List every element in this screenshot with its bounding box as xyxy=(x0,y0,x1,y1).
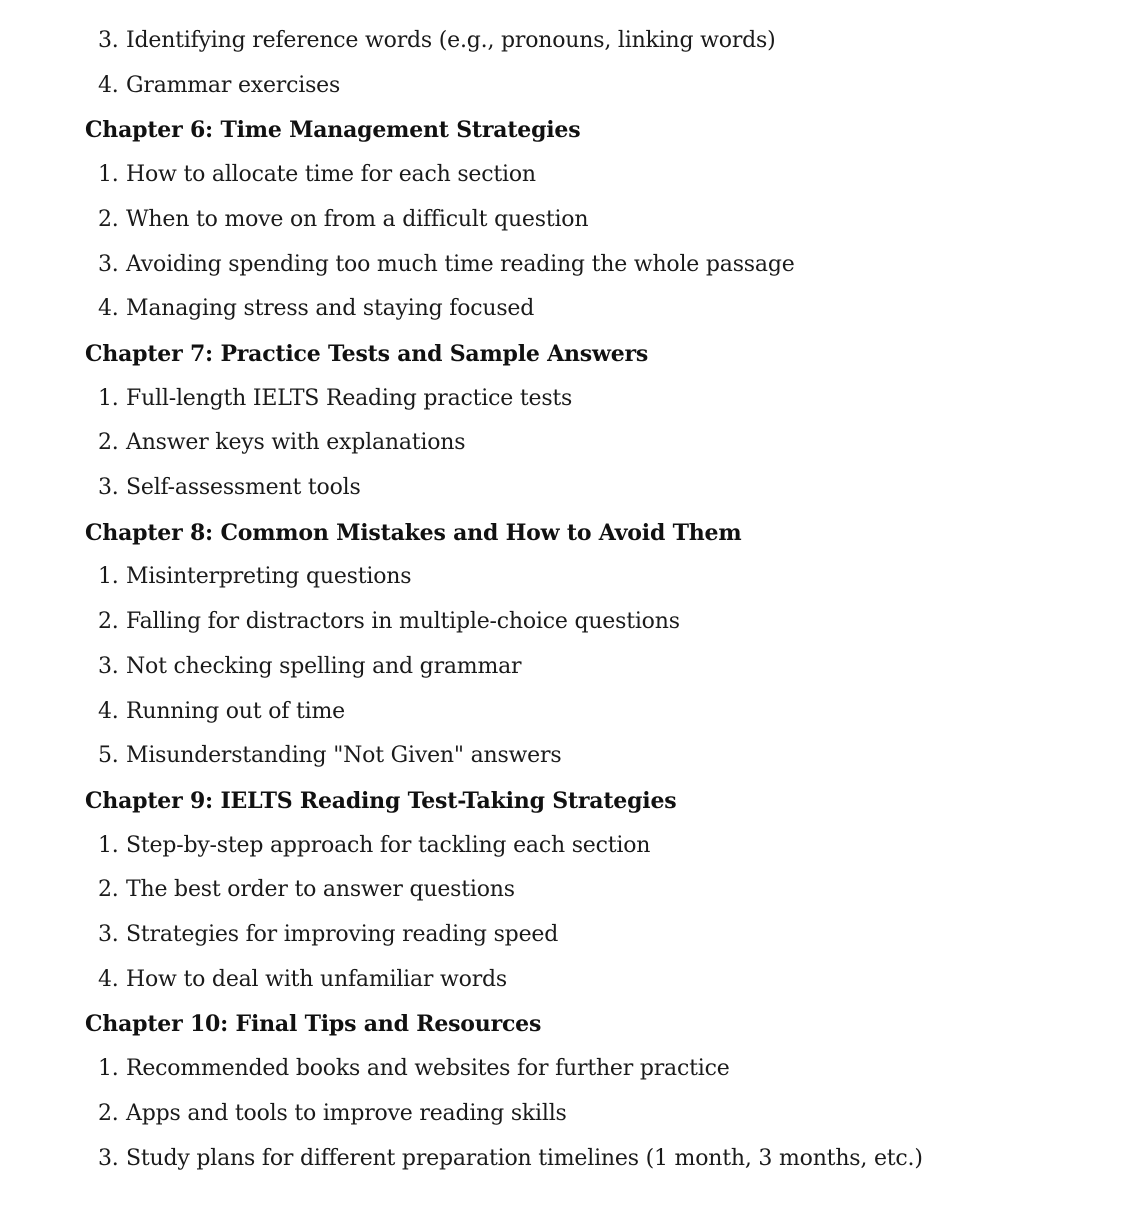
list-item-text: Study plans for different preparation timelines (1 month, 3 months, etc.) xyxy=(126,1146,923,1171)
list-item-number: 2. xyxy=(98,877,119,902)
list-item-number: 3. xyxy=(98,28,119,53)
list-item-text: Answer keys with explanations xyxy=(126,430,466,455)
list-item-number: 4. xyxy=(98,296,119,321)
chapter-heading: Chapter 8: Common Mistakes and How to Avoid Them xyxy=(85,520,742,546)
list-item-text: How to allocate time for each section xyxy=(126,162,536,187)
list-item-text: Falling for distractors in multiple-choice questions xyxy=(126,609,680,634)
list-item-number: 1. xyxy=(98,833,119,858)
list-item-number: 2. xyxy=(98,430,119,455)
list-item-number: 3. xyxy=(98,1146,119,1171)
list-item-text: Self-assessment tools xyxy=(126,475,361,500)
chapter-heading: Chapter 9: IELTS Reading Test-Taking Strategies xyxy=(85,788,677,814)
list-item-text: Apps and tools to improve reading skills xyxy=(126,1101,567,1126)
list-item-number: 2. xyxy=(98,1101,119,1126)
list-item-text: Running out of time xyxy=(126,699,345,724)
list-item-text: The best order to answer questions xyxy=(126,877,515,902)
list-item-text: Misinterpreting questions xyxy=(126,564,412,589)
list-item-number: 3. xyxy=(98,252,119,277)
list-item-text: When to move on from a difficult question xyxy=(126,207,589,232)
chapter-heading: Chapter 6: Time Management Strategies xyxy=(85,117,581,143)
list-item-text: Recommended books and websites for further practice xyxy=(126,1056,730,1081)
list-item-number: 3. xyxy=(98,475,119,500)
list-item-text: Strategies for improving reading speed xyxy=(126,922,559,947)
list-item-number: 2. xyxy=(98,609,119,634)
list-item-number: 3. xyxy=(98,922,119,947)
list-item-number: 2. xyxy=(98,207,119,232)
chapter-heading: Chapter 10: Final Tips and Resources xyxy=(85,1011,542,1037)
list-item-number: 4. xyxy=(98,73,119,98)
list-item-text: Grammar exercises xyxy=(126,73,341,98)
list-item-number: 1. xyxy=(98,162,119,187)
chapter-heading: Chapter 7: Practice Tests and Sample Answers xyxy=(85,341,649,367)
list-item-text: Identifying reference words (e.g., pronouns, linking words) xyxy=(126,28,776,53)
list-item-text: Managing stress and staying focused xyxy=(126,296,535,321)
list-item-text: Full-length IELTS Reading practice tests xyxy=(126,386,573,411)
list-item-number: 1. xyxy=(98,386,119,411)
list-item-number: 4. xyxy=(98,699,119,724)
list-item-number: 5. xyxy=(98,743,119,768)
list-item-text: Step-by-step approach for tackling each section xyxy=(126,833,651,858)
list-item-number: 1. xyxy=(98,564,119,589)
list-item-text: Misunderstanding "Not Given" answers xyxy=(126,743,562,768)
list-item-number: 3. xyxy=(98,654,119,679)
list-item-text: Avoiding spending too much time reading the whole passage xyxy=(126,252,795,277)
list-item-text: Not checking spelling and grammar xyxy=(126,654,522,679)
list-item-number: 1. xyxy=(98,1056,119,1081)
list-item-number: 4. xyxy=(98,967,119,992)
list-item-text: How to deal with unfamiliar words xyxy=(126,967,508,992)
